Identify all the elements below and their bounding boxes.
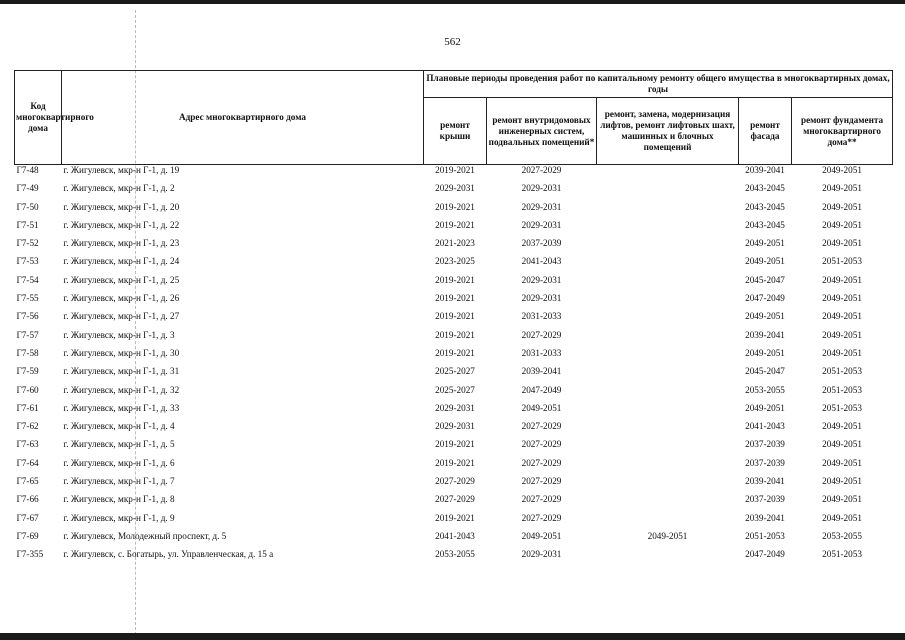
cell-roof: 2019-2021 [435, 201, 475, 212]
cell-foundation: 2049-2051 [822, 201, 862, 212]
cell-foundation: 2049-2051 [822, 238, 862, 249]
cell-address: г. Жигулевск, мкр-н Г-1, д. 32 [63, 384, 180, 395]
cell-address: г. Жигулевск, мкр-н Г-1, д. 33 [63, 402, 180, 413]
cell-foundation: 2049-2051 [822, 347, 862, 358]
cell-systems: 2037-2039 [521, 238, 562, 249]
cell-elevators [597, 385, 739, 403]
header-address: Адрес многоквартирного дома [62, 71, 424, 165]
cell-foundation: 2049-2051 [822, 329, 862, 340]
cell-address: г. Жигулевск, мкр-н Г-1, д. 2 [63, 183, 175, 194]
table-row [15, 165, 893, 184]
cell-elevators [597, 366, 739, 384]
cell-elevators [597, 238, 739, 256]
cell-address: г. Жигулевск, мкр-н Г-1, д. 22 [63, 219, 180, 230]
cell-elevators [597, 202, 739, 220]
cell-elevators [597, 220, 739, 238]
cell-facade: 2043-2045 [745, 201, 785, 212]
header-foundation: ремонт фундамента многоквартирного дома** [792, 98, 893, 165]
cell-code: Г7-54 [16, 274, 39, 285]
cell-code: Г7-49 [16, 183, 39, 194]
cell-systems: 2027-2029 [521, 512, 562, 523]
table-row [15, 385, 893, 403]
cell-facade: 2039-2041 [745, 165, 785, 175]
table-row [15, 549, 893, 567]
cell-roof: 2019-2021 [435, 274, 475, 285]
table-row [15, 256, 893, 274]
cell-code: Г7-62 [16, 421, 39, 432]
table-row [15, 220, 893, 238]
cell-roof: 2053-2055 [435, 549, 475, 560]
cell-facade: 2043-2045 [745, 219, 785, 230]
table-row [15, 311, 893, 329]
cell-address: г. Жигулевск, мкр-н Г-1, д. 30 [63, 347, 180, 358]
cell-facade: 2041-2043 [745, 421, 785, 432]
cell-elevators [597, 421, 739, 439]
table-row [15, 293, 893, 311]
cell-foundation: 2049-2051 [822, 457, 862, 468]
cell-facade: 2037-2039 [745, 494, 785, 505]
table-body [15, 165, 893, 568]
cell-roof: 2027-2029 [435, 476, 475, 487]
header-systems: ремонт внутридомовых инженерных систем, подвальных помещений* [487, 98, 597, 165]
cell-roof: 2041-2043 [435, 530, 475, 541]
cell-address: г. Жигулевск, Молодежный проспект, д. 5 [63, 530, 227, 541]
cell-facade: 2049-2051 [745, 238, 785, 249]
cell-foundation: 2051-2053 [822, 384, 862, 395]
cell-elevators: 2049-2051 [647, 530, 688, 541]
cell-foundation: 2051-2053 [822, 402, 862, 413]
cell-facade: 2053-2055 [745, 384, 785, 395]
cell-systems: 2027-2029 [521, 457, 562, 468]
cell-systems: 2047-2049 [521, 384, 562, 395]
cell-address: г. Жигулевск, мкр-н Г-1, д. 7 [63, 476, 175, 487]
cell-systems: 2041-2043 [521, 256, 562, 267]
table-row [15, 421, 893, 439]
cell-foundation: 2051-2053 [822, 256, 862, 267]
cell-roof: 2019-2021 [435, 512, 475, 523]
table-row [15, 531, 893, 549]
cell-roof: 2019-2021 [435, 311, 475, 322]
cell-systems: 2029-2031 [521, 219, 562, 230]
cell-address: г. Жигулевск, мкр-н Г-1, д. 9 [63, 512, 175, 523]
cell-roof: 2019-2021 [435, 329, 475, 340]
cell-code: Г7-56 [16, 311, 39, 322]
cell-code: Г7-52 [16, 238, 39, 249]
cell-facade: 2049-2051 [745, 256, 785, 267]
cell-elevators [597, 458, 739, 476]
cell-facade: 2049-2051 [745, 402, 785, 413]
cell-facade: 2049-2051 [745, 311, 785, 322]
cell-address: г. Жигулевск, мкр-н Г-1, д. 4 [63, 421, 175, 432]
header-roof: ремонт крыши [424, 98, 487, 165]
cell-address: г. Жигулевск, мкр-н Г-1, д. 31 [63, 366, 180, 377]
cell-foundation: 2049-2051 [822, 421, 862, 432]
table-row [15, 330, 893, 348]
cell-systems: 2031-2033 [521, 311, 562, 322]
cell-foundation: 2053-2055 [822, 530, 862, 541]
cell-facade: 2049-2051 [745, 347, 785, 358]
cell-address: г. Жигулевск, мкр-н Г-1, д. 3 [63, 329, 175, 340]
cell-foundation: 2049-2051 [822, 183, 862, 194]
top-border [0, 0, 905, 4]
cell-facade: 2039-2041 [745, 329, 785, 340]
table-row [15, 348, 893, 366]
table-row [15, 403, 893, 421]
cell-facade: 2039-2041 [745, 476, 785, 487]
cell-foundation: 2049-2051 [822, 512, 862, 523]
cell-roof: 2029-2031 [435, 402, 475, 413]
cell-facade: 2037-2039 [745, 457, 785, 468]
cell-code: Г7-61 [16, 402, 39, 413]
cell-systems: 2027-2029 [521, 165, 562, 175]
cell-elevators [597, 513, 739, 531]
cell-elevators [597, 275, 739, 293]
cell-roof: 2019-2021 [435, 347, 475, 358]
cell-systems: 2027-2029 [521, 476, 562, 487]
cell-address: г. Жигулевск, мкр-н Г-1, д. 27 [63, 311, 180, 322]
cell-elevators [597, 403, 739, 421]
cell-code: Г7-355 [16, 549, 44, 560]
cell-systems: 2027-2029 [521, 421, 562, 432]
cell-roof: 2023-2025 [435, 256, 475, 267]
cell-systems: 2049-2051 [521, 530, 562, 541]
table-row [15, 275, 893, 293]
header-elevators: ремонт, замена, модернизация лифтов, ремонт лифтовых шахт, машинных и блочных помещений [597, 98, 739, 165]
repair-schedule-table [14, 70, 893, 568]
cell-address: г. Жигулевск, мкр-н Г-1, д. 20 [63, 201, 180, 212]
cell-foundation: 2051-2053 [822, 549, 862, 560]
cell-systems: 2029-2031 [521, 549, 562, 560]
table-row [15, 366, 893, 384]
cell-foundation: 2049-2051 [822, 311, 862, 322]
cell-roof: 2019-2021 [435, 457, 475, 468]
cell-elevators [597, 165, 739, 184]
cell-foundation: 2049-2051 [822, 293, 862, 304]
cell-elevators [597, 549, 739, 567]
cell-systems: 2029-2031 [521, 274, 562, 285]
cell-foundation: 2049-2051 [822, 476, 862, 487]
cell-roof: 2019-2021 [435, 219, 475, 230]
cell-code: Г7-67 [16, 512, 39, 523]
cell-foundation: 2049-2051 [822, 274, 862, 285]
cell-roof: 2021-2023 [435, 238, 475, 249]
cell-foundation: 2049-2051 [822, 494, 862, 505]
cell-foundation: 2049-2051 [822, 165, 862, 175]
header-code: Код многоквартирного дома [15, 71, 62, 165]
cell-address: г. Жигулевск, мкр-н Г-1, д. 24 [63, 256, 180, 267]
cell-roof: 2019-2021 [435, 165, 475, 175]
cell-elevators [597, 439, 739, 457]
cell-systems: 2029-2031 [521, 183, 562, 194]
table-row [15, 183, 893, 201]
table-row [15, 476, 893, 494]
cell-foundation: 2051-2053 [822, 366, 862, 377]
cell-address: г. Жигулевск, мкр-н Г-1, д. 6 [63, 457, 175, 468]
cell-elevators [597, 330, 739, 348]
cell-systems: 2039-2041 [521, 366, 562, 377]
cell-roof: 2019-2021 [435, 439, 475, 450]
cell-roof: 2029-2031 [435, 183, 475, 194]
cell-foundation: 2049-2051 [822, 439, 862, 450]
cell-code: Г7-69 [16, 530, 39, 541]
cell-facade: 2045-2047 [745, 366, 785, 377]
cell-elevators [597, 293, 739, 311]
header-facade: ремонт фасада [739, 98, 792, 165]
cell-elevators [597, 494, 739, 512]
cell-code: Г7-57 [16, 329, 39, 340]
cell-address: г. Жигулевск, мкр-н Г-1, д. 26 [63, 293, 180, 304]
cell-code: Г7-64 [16, 457, 39, 468]
cell-address: г. Жигулевск, с. Богатырь, ул. Управленческая, д. 15 а [63, 549, 274, 560]
cell-systems: 2029-2031 [521, 293, 562, 304]
table-row [15, 458, 893, 476]
table-row [15, 238, 893, 256]
cell-code: Г7-66 [16, 494, 39, 505]
cell-facade: 2047-2049 [745, 293, 785, 304]
page-number: 562 [444, 36, 461, 48]
cell-facade: 2045-2047 [745, 274, 785, 285]
cell-facade: 2047-2049 [745, 549, 785, 560]
cell-facade: 2043-2045 [745, 183, 785, 194]
cell-address: г. Жигулевск, мкр-н Г-1, д. 23 [63, 238, 180, 249]
cell-roof: 2029-2031 [435, 421, 475, 432]
cell-code: Г7-58 [16, 347, 39, 358]
cell-roof: 2025-2027 [435, 384, 475, 395]
cell-code: Г7-48 [16, 165, 39, 175]
cell-systems: 2027-2029 [521, 439, 562, 450]
cell-address: г. Жигулевск, мкр-н Г-1, д. 8 [63, 494, 175, 505]
cell-code: Г7-50 [16, 201, 39, 212]
cell-systems: 2027-2029 [521, 329, 562, 340]
cell-address: г. Жигулевск, мкр-н Г-1, д. 19 [63, 165, 180, 175]
cell-elevators [597, 256, 739, 274]
cell-roof: 2025-2027 [435, 366, 475, 377]
cell-facade: 2051-2053 [745, 530, 785, 541]
table-row [15, 494, 893, 512]
cell-address: г. Жигулевск, мкр-н Г-1, д. 25 [63, 274, 180, 285]
cell-elevators [597, 183, 739, 201]
cell-code: Г7-55 [16, 293, 39, 304]
cell-roof: 2019-2021 [435, 293, 475, 304]
cell-code: Г7-60 [16, 384, 39, 395]
cell-code: Г7-63 [16, 439, 39, 450]
cell-facade: 2039-2041 [745, 512, 785, 523]
cell-code: Г7-53 [16, 256, 39, 267]
cell-elevators [597, 476, 739, 494]
cell-elevators [597, 311, 739, 329]
cell-systems: 2049-2051 [521, 402, 562, 413]
cell-systems: 2029-2031 [521, 201, 562, 212]
cell-systems: 2031-2033 [521, 347, 562, 358]
table-row [15, 513, 893, 531]
cell-code: Г7-59 [16, 366, 39, 377]
cell-address: г. Жигулевск, мкр-н Г-1, д. 5 [63, 439, 175, 450]
bottom-border [0, 633, 905, 640]
cell-facade: 2037-2039 [745, 439, 785, 450]
cell-code: Г7-65 [16, 476, 39, 487]
cell-roof: 2027-2029 [435, 494, 475, 505]
table-row [15, 439, 893, 457]
cell-code: Г7-51 [16, 219, 39, 230]
table-row [15, 202, 893, 220]
cell-foundation: 2049-2051 [822, 219, 862, 230]
cell-elevators [597, 348, 739, 366]
header-periods: Плановые периоды проведения работ по капитальному ремонту общего имущества в многоквартирных домах, годы [424, 71, 893, 98]
cell-systems: 2027-2029 [521, 494, 562, 505]
